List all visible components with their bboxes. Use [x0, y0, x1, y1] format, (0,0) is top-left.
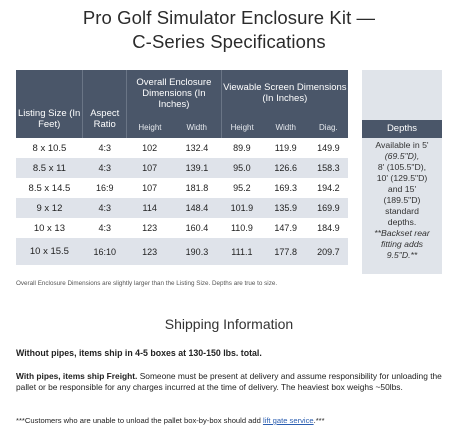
table-row [16, 178, 348, 198]
cell-viewable-diagonal: 158.3 [309, 158, 348, 178]
cell-viewable-height: 101.9 [221, 198, 262, 218]
depths-text [364, 140, 440, 261]
cell-aspect-ratio: 4:3 [98, 143, 111, 153]
header-overall-dimensions: Overall Enclosure Dimensions (In Inches) [127, 70, 222, 116]
cell-listing-size: 10 x 13 [33, 222, 65, 234]
depths-line [364, 151, 440, 162]
cell-overall-height: 114 [127, 198, 173, 218]
cell-viewable-height: 89.9 [233, 143, 251, 153]
header-overall-height: Height [127, 116, 173, 138]
cell-listing-size: 9 x 12 [16, 198, 83, 218]
cell-viewable-width: 177.8 [263, 238, 309, 265]
depths-line: depths. [387, 217, 417, 227]
depths-line [364, 250, 440, 261]
header-overall-width: Width [173, 116, 221, 138]
cell-overall-height: 102 [142, 143, 158, 153]
cell-overall-height: 123 [127, 238, 173, 265]
depths-line-italic: (69.5"D), [384, 151, 420, 161]
table-row [16, 238, 348, 265]
cell-viewable-height: 110.9 [230, 223, 253, 233]
shipping-with-pipes-bold: With pipes, items ship Freight. [16, 371, 138, 381]
header-listing-size: Listing Size (In Feet) [16, 70, 83, 138]
cell-viewable-diagonal: 149.9 [317, 143, 340, 153]
note-suffix: .*** [313, 416, 325, 425]
cell-aspect-ratio: 4:3 [83, 198, 127, 218]
depths-line: Available in 5' [375, 140, 429, 150]
shipping-lift-gate-note [16, 416, 325, 425]
page-title-line1: Pro Golf Simulator Enclosure Kit — [82, 7, 376, 28]
cell-overall-width: 181.8 [185, 183, 209, 193]
cell-viewable-height: 95.2 [233, 183, 251, 193]
cell-listing-size: 8.5 x 11 [16, 158, 83, 178]
cell-aspect-ratio: 16:10 [83, 238, 127, 265]
specifications-table [16, 70, 348, 265]
header-viewable-width: Width [263, 116, 309, 138]
table-row [16, 158, 348, 178]
shipping-with-pipes-text: Someone must be present at delivery and assume responsibility for unloading the pallet or be responsible for any charges incurred at the time of delivery. The heaviest box weighs ~50lbs. [16, 371, 442, 392]
table-row [16, 198, 348, 218]
header-viewable-height: Height [221, 116, 262, 138]
cell-viewable-width: 135.9 [263, 198, 309, 218]
cell-aspect-ratio: 16:9 [95, 183, 114, 193]
cell-viewable-width: 126.6 [263, 158, 309, 178]
cell-viewable-diagonal: 184.9 [317, 223, 340, 233]
cell-overall-width: 148.4 [173, 198, 221, 218]
depths-line: (189.5"D) [383, 195, 421, 205]
cell-viewable-diagonal: 169.9 [309, 198, 348, 218]
cell-listing-size: 8.5 x 14.5 [28, 182, 71, 194]
cell-listing-size: 10 x 15.5 [16, 238, 83, 265]
depths-line: and 15' [387, 184, 417, 194]
cell-aspect-ratio: 4:3 [98, 223, 111, 233]
depths-line [364, 228, 440, 239]
depths-panel [362, 70, 442, 274]
table-footnote: Overall Enclosure Dimensions are slightly larger than the Listing Size. Depths are true to size. [16, 280, 278, 287]
cell-viewable-height: 111.1 [221, 238, 262, 265]
shipping-with-pipes [16, 371, 444, 393]
cell-listing-size: 8 x 10.5 [32, 142, 67, 154]
depths-header: Depths [362, 120, 442, 138]
depths-line-italic: fitting adds [380, 239, 424, 249]
lift-gate-service-link[interactable]: lift gate service [262, 416, 314, 425]
cell-overall-width: 190.3 [173, 238, 221, 265]
cell-viewable-width: 119.9 [274, 143, 297, 153]
depths-line: standard [385, 206, 419, 216]
depths-line-italic: 9.5"D.** [386, 250, 418, 260]
cell-aspect-ratio: 4:3 [83, 158, 127, 178]
header-viewable-dimensions: Viewable Screen Dimensions (In Inches) [221, 70, 348, 116]
table-row [16, 218, 348, 238]
shipping-title: Shipping Information [164, 316, 294, 332]
cell-viewable-width: 147.9 [274, 223, 297, 233]
cell-overall-width: 132.4 [185, 143, 209, 153]
cell-viewable-height: 95.0 [221, 158, 262, 178]
cell-overall-height: 107 [127, 158, 173, 178]
cell-viewable-width: 169.3 [274, 183, 297, 193]
header-aspect-ratio: Aspect Ratio [83, 70, 127, 138]
cell-overall-height: 107 [142, 183, 158, 193]
depths-line: 8' (105.5"D), [377, 162, 427, 172]
cell-overall-width: 160.4 [185, 223, 209, 233]
cell-overall-height: 123 [142, 223, 158, 233]
shipping-without-pipes: Without pipes, items ship in 4-5 boxes at 130-150 lbs. total. [16, 348, 262, 358]
cell-viewable-diagonal: 194.2 [317, 183, 340, 193]
table-row [16, 138, 348, 158]
depths-line-italic: **Backset rear [374, 228, 430, 238]
depths-line: 10' (129.5"D) [376, 173, 428, 183]
note-prefix: ***Customers who are unable to unload the pallet box-by-box should add [16, 416, 263, 425]
header-viewable-diagonal: Diag. [309, 116, 348, 138]
cell-viewable-diagonal: 209.7 [309, 238, 348, 265]
page-title [0, 6, 458, 54]
page-title-line2: C-Series Specifications [132, 31, 326, 52]
depths-line [364, 239, 440, 250]
cell-overall-width: 139.1 [173, 158, 221, 178]
